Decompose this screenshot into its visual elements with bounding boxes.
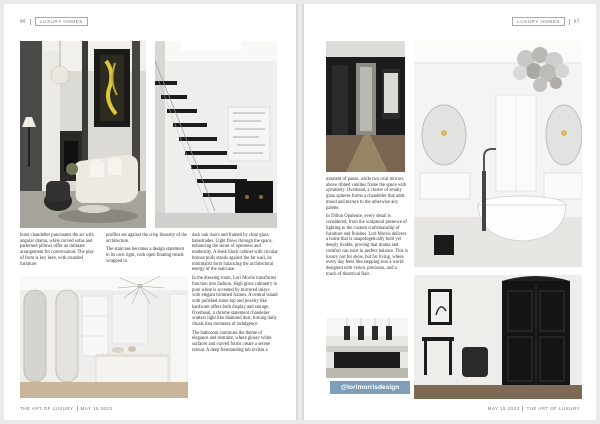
right-footer-issue: MAY 15 2023 xyxy=(487,406,520,411)
paragraph: profiles set against the crisp linearity of the architecture. xyxy=(106,233,188,244)
instagram-handle: @lorimorrisdesign xyxy=(340,384,400,391)
left-running-head xyxy=(20,17,88,26)
paragraph: moment of pause, while two oval mirrors above ribbed vanities frame the space with symmetry. Overhead, a cluster of smoky glass spheres forms a chandelier that adds mood and texture to the otherwise airy palette. xyxy=(326,177,407,211)
entry-hall-photo xyxy=(326,41,405,172)
right-footer-publication: THE ART OF LUXURY xyxy=(526,406,580,411)
living-room-photo xyxy=(20,41,146,228)
right-page xyxy=(304,4,596,420)
paragraph: The bathroom continues the theme of elegance and restraint, where glossy white surfaces and curved forms create a serene retreat. A deep freestanding tub invites a xyxy=(192,330,272,353)
right-page-number: 97 xyxy=(573,18,580,24)
left-page xyxy=(4,4,296,420)
right-text-column xyxy=(326,177,408,280)
bathroom-photo xyxy=(414,41,582,267)
wall-art-icon xyxy=(228,107,270,161)
left-section-label: LUXURY HOMES xyxy=(35,17,88,26)
kitchen-photo xyxy=(326,318,408,378)
staircase-photo xyxy=(155,41,277,228)
left-footer-issue: MAY 15 2023 xyxy=(80,406,113,411)
left-footer xyxy=(20,406,112,411)
armoire-photo xyxy=(414,275,582,399)
right-section-label: LUXURY HOMES xyxy=(512,17,565,26)
right-footer xyxy=(488,406,580,411)
left-footer-publication: THE ART OF LUXURY xyxy=(20,406,74,411)
black-armoire-icon xyxy=(502,276,570,391)
instagram-handle-badge[interactable] xyxy=(330,381,410,394)
paragraph: In Dillon Opulence, every detail is considered, from the sculptural presence of lighting to the custom craftsmanship of furniture and finishes. Lori Morris delivers a home that is unapologetically bold yet deeply livable, proving that drama and comfort can exist in perfect balance. This is luxury not for show, but for living, where every day feels like stepping into a world designed with vision, precision, and a touch of theatrical flair. xyxy=(326,214,408,277)
book-spine xyxy=(296,4,304,420)
right-running-head xyxy=(512,17,580,26)
paragraph: In the dressing room, Lori Morris transforms function into fashion. High gloss cabinetry in pure white is accented by mirrored inlays with elegant trimmed frames. A central island with polished stone top and jewelry like hardware offers both display and storage. Overhead, a chrome statement chandelier scatters light like diamond dust, turning daily rituals into moments of indulgence. xyxy=(192,276,278,328)
paragraph: dark oak risers and framed by clear glass balustrades. Light flows through the space, enhancing the sense of openness and modernity. A sleek black cabinet with circular bronze pulls stands against the far wall, its minimalist form balancing the architectural energy of the staircase. xyxy=(192,233,278,273)
left-text-column-3 xyxy=(192,233,278,357)
left-text-column-1 xyxy=(20,233,95,270)
left-page-number: 96 xyxy=(20,18,27,24)
dressing-room-photo xyxy=(20,276,188,398)
paragraph: The staircase becomes a design statement in its own right, with open floating treads wrapped in xyxy=(106,247,184,264)
paragraph: burst chandelier punctuates the air with angular drama, while curved sofas and patterned pillows offer an intimate arrangement for conversation. The play of form is key here, with rounded furniture xyxy=(20,233,94,267)
left-text-column-2 xyxy=(106,233,188,268)
